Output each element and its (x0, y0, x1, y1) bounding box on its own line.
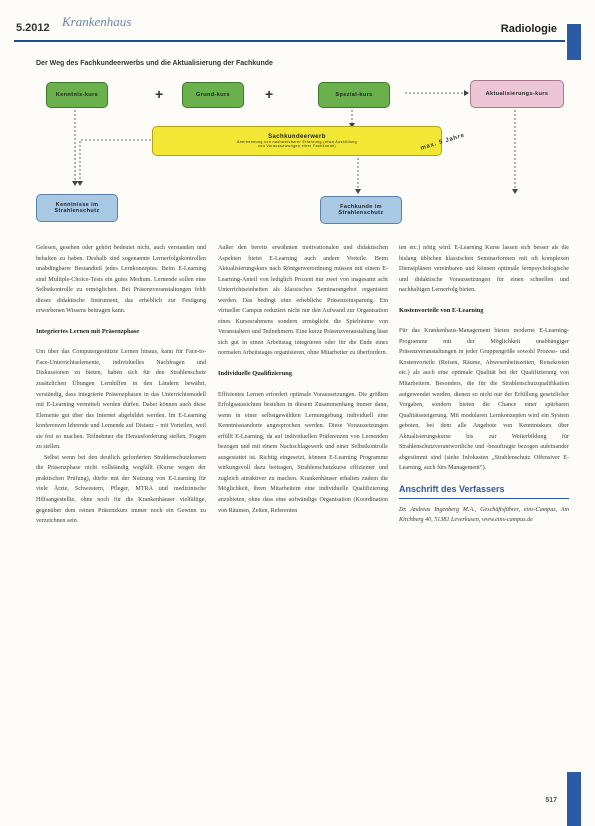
subheading: Individuelle Qualifizierung (218, 370, 293, 378)
connector-sachkunde-left (80, 140, 155, 182)
subheading: Integriertes Lernen mit Präsenzphase (36, 327, 140, 335)
box-kenntniskurs: Kenntnis-kurs (46, 82, 108, 108)
paragraph: Effizientes Lernen erfordert optimale Voraussetzungen. Die größten Erfolgsaussichten bestehen in diesem Zusammenhang immer dann, wenn in einer selbstgewählten Lernumgebung individuell eine Kenntnisstandorte angesprochen werden. Diese Voraussetzungen erfüllt E-Learning, da auf individuellen Präferenzen von Lernenden bezogen und mit einem Nachschlagewerk und einer Selbstkontrolle ausgestattet ist. Richtig eingesetzt, können E-Learning Programme wirkungsvoll dazu beitragen, Strahlenschutzkurse effizienter und zugleich attraktiver zu machen. Krankenhäuser erhalten zudem die Möglichkeit, ihren Mitarbeitern eine individuelle Qualifizierung anzubieten, ohne dass eine aufwändige Organisation (Koordination von Räumen, Zeiten, Referenten (218, 391, 388, 514)
text-column-1 (36, 243, 206, 527)
plus-sign: + (265, 86, 274, 102)
box-spezialkurs: Spezial-kurs (318, 82, 390, 108)
page-number: 517 (545, 797, 557, 804)
section-title: Radiologie (500, 23, 557, 35)
max-years-label: max. 5 Jahre (420, 132, 466, 152)
arrow-head (355, 189, 361, 194)
arrow-head (464, 90, 469, 96)
subheading: Kostenvorteile von E-Learning (399, 306, 484, 314)
text-column-3 (399, 243, 569, 526)
arrow-head (77, 181, 83, 186)
plus-sign: + (155, 86, 164, 102)
sachkunde-title: Sachkundeerwerb (268, 134, 326, 140)
sachkunde-sub2: von Voraussetzungen einer Fachkunde) (258, 144, 336, 148)
arrow-head (72, 181, 78, 186)
paragraph: ten etc.) nötig wird. E-Learning Kurse lassen sich besser als die bislang üblichen klassischen Seminarformen mit oft komplexen Dienstplänen vereinbaren und können optimale lernpsychologische und didaktische Voraussetzungen für einen schnellen und nachhaltigen Lernerfolg bieten. (399, 245, 569, 294)
box-sachkundeerwerb (152, 126, 442, 156)
arrow-head (512, 189, 518, 194)
divider (399, 498, 569, 499)
figure-caption: Der Weg des Fachkundeerwerbs und die Aktualisierung der Fachkunde (36, 60, 273, 67)
box-kenntnisse-strahlenschutz: Kenntnisse im Strahlenschutz (36, 194, 118, 222)
paragraph: Gelesen, gesehen oder gehört bedeutet nicht, auch verstanden und behalten zu haben. Deshalb sind sogenannte Lernerfolgskontrollen unabdingbarer Bestandteil jedes Lernkonzeptes. Beim E-Learning sind Multiple-Choice-Tests ein gutes Medium. Lernende sollen eine Selbstkontrolle zu ermöglichen. Bei Präsenzveranstaltungen fehlt dieses didaktische Instrument, das erheblich zur Festigung erworbenen Wissens beitragen kann. (36, 245, 206, 315)
paragraph: Für das Krankenhaus-Management bieten moderne E-Learning-Programme mit der Möglichkeit unabhängiger Präsenzveranstaltungen in jeder Gruppengröße sowohl Prozess- und Kostenvorteile (Reisen, Räume, Abwesenheitszeiten, Reisekosten etc.) als auch eine optimale Qualität bei der Qualifizierung von Mitarbeitern. Besonders, die für die Strahlenschutzqualifikation aufgewendet werden, dienen so nicht nur der Erfüllung gesetzlicher Vorgaben, sondern bieten die Chance einer spürbaren Qualitätssteigerung. Mit modularen Lernkonzepten wird ein System geboten, bei dem alle Angebote von Kenntniskurs über Aktualisierungskurse bis zur Weiterbildung für Strahlenschutzverantwortliche und -beauftragte bezogen aufeinander abgestimmt sind (siehe Infokasten „Strahlenschutz Offensiver E-Learning, auch fürs Management“). (399, 328, 569, 472)
author-address: Dr. Andreas Ingenberg M.A., Geschäftsführer, eins-Campus, Am Kirchberg 40, 51381 Leverkusen, www.eins-campus.de (399, 506, 569, 524)
paragraph: Selbst wenn bei den deutlich geforderten Strahlenschutzkursen die Präsenzphase nicht vollständig wegfällt (Kurse wegen der praktischen Prüfung), dürfte mit der Nutzung von E-Learning für viele Ärzte, Schwestern, Pfleger, MTRA und medizinische Hilfsangestellte, ohne noch für die Krankenhäuser vielfältige, gegenüber dem reinen Präsenzkurs immer noch ein Gewinn zu verzeichnen sein. (36, 454, 206, 525)
box-grundkurs: Grund-kurs (182, 82, 244, 108)
sachkunde-sub1: Anerkennung von nachweisbarer Erfahrung (etwa Ausbildung (236, 140, 358, 144)
box-fachkunde-strahlenschutz: Fachkunde im Strahlenschutz (320, 196, 402, 224)
page-tab (567, 772, 581, 826)
issue-number: 5.2012 (16, 22, 50, 34)
magazine-logo: Krankenhaus (62, 14, 132, 29)
paragraph: Um über das Computergestützte Lernen hinaus, kann für Face-to-Face-Unterrichtselemente, individuelles Nachfragen und Diskussionen zu bieten, haben sich für den Strahlenschutz zusätzlichen Übungen Lernhilfen in den Ländern bewährt, verständig, dass integrierte Präsenzphasen in das Unterrichtsmodell mit E-Learning vermittelt werden dürfen. Dabei können auch diese Elemente gut über das Internet abgebildet werden. Im E-Learning konferenzen lehrende und Lernende auf Distanz – mit Vorteilen, weil sie frei so machen. Teilnehmer die Herausforderung stellen, Fragen zu stellen. (36, 349, 206, 451)
text-column-2 (218, 243, 388, 516)
author-address-heading: Anschrift des Verfassers (399, 483, 505, 494)
paragraph: Außer den bereits erwähnten motivationalen und didaktischen Aspekten bietet E-Learning auch andere Vorteile. Beim Aktualisierungskurs nach Röntgenverordnung müssen mit einem E-Learning-Anteil von lediglich Prozent nur zwei von insgesamt acht Unterrichtseinheiten als klassisches Seminarangebot organisiert werden. Das bedingt eine erhebliche Präsenzeinsparung. Ein virtueller Campus reduziert nicht nur den Aufwand zur Organisation eines Kursesrahmens sondern ermöglicht die Spielräume von Veranstaltern und Teilnehmern. Eine kurze Präsenzveranstaltung lässt sich gut in einen Arbeitstag integrieren oder für die Ende eines normalen Arbeitstages organisieren, ohne Mitarbeiter zu überfordern. (218, 245, 388, 357)
box-aktualisierungskurs: Aktualisierungs-kurs (470, 80, 564, 108)
